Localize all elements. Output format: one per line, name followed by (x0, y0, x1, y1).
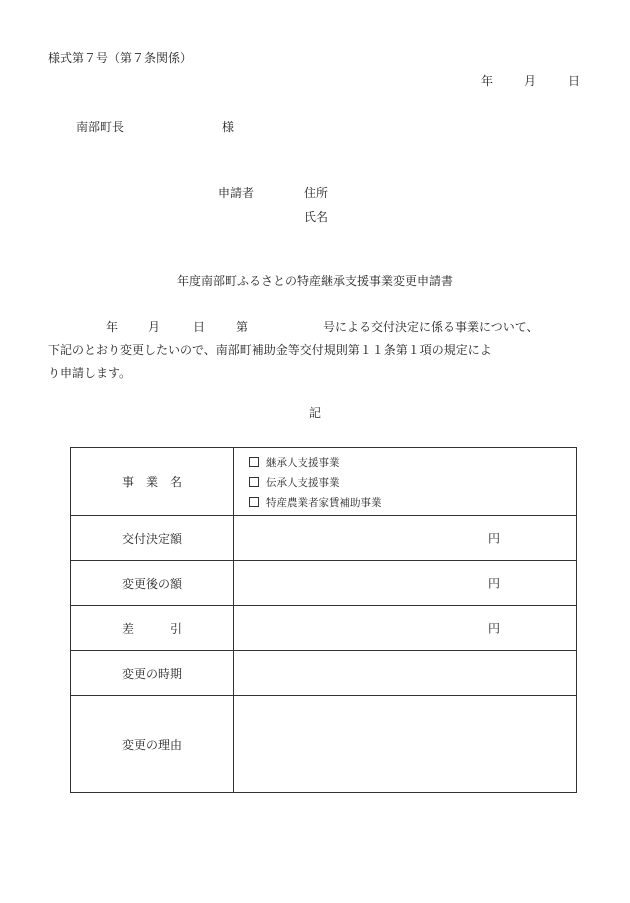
form-number: 様式第７号（第７条関係） (48, 51, 193, 65)
body-year: 年 (106, 320, 119, 334)
body-dai: 第 (236, 320, 249, 334)
change-time-row (71, 650, 576, 695)
change-time-label: 変更の時期 (71, 651, 234, 695)
date-month-label: 月 (524, 74, 537, 88)
body-line1-rest: 号による交付決定に係る事業について、 (323, 320, 539, 334)
option-label: 特産農業者家賃補助事業 (266, 496, 382, 509)
body-line2: 下記のとおり変更したいので、南部町補助金等交付規則第１１条第１項の規定によ (48, 343, 492, 357)
yen-unit: 円 (488, 531, 501, 546)
checkbox-icon[interactable] (249, 457, 259, 467)
addressee-honorific: 様 (222, 120, 235, 134)
after-change-label: 変更後の額 (71, 561, 234, 605)
business-options (234, 448, 576, 515)
yen-unit: 円 (488, 621, 501, 636)
checkbox-icon[interactable] (249, 477, 259, 487)
after-change-row (71, 560, 576, 605)
difference-row (71, 605, 576, 650)
applicant-name-label: 氏名 (304, 210, 329, 224)
business-name-row (71, 448, 576, 515)
business-name-label: 事 業 名 (71, 448, 234, 515)
checkbox-icon[interactable] (249, 497, 259, 507)
document-title: 年度南部町ふるさとの特産継承支援事業変更申請書 (176, 274, 453, 288)
grant-decision-label: 交付決定額 (71, 516, 234, 560)
application-table (70, 447, 577, 793)
applicant-label: 申請者 (218, 186, 255, 200)
body-line3: り申請します。 (48, 366, 132, 380)
yen-unit: 円 (488, 576, 501, 591)
grant-decision-field[interactable] (234, 516, 576, 560)
option-rent-subsidy[interactable] (249, 492, 576, 512)
option-label: 継承人支援事業 (266, 456, 340, 469)
option-successor-support[interactable] (249, 452, 576, 472)
applicant-address-label: 住所 (304, 186, 329, 200)
ki-heading: 記 (308, 406, 321, 420)
after-change-field[interactable] (234, 561, 576, 605)
difference-field[interactable] (234, 606, 576, 650)
grant-decision-row (71, 515, 576, 560)
addressee-name: 南部町長 (76, 120, 125, 134)
date-year-label: 年 (481, 74, 494, 88)
option-tradition-support[interactable] (249, 472, 576, 492)
date-day-label: 日 (568, 74, 581, 88)
body-day: 日 (193, 320, 206, 334)
change-time-field[interactable] (234, 651, 576, 695)
option-label: 伝承人支援事業 (266, 476, 340, 489)
body-month: 月 (148, 320, 161, 334)
change-reason-label: 変更の理由 (71, 696, 234, 792)
difference-label: 差 引 (71, 606, 234, 650)
change-reason-field[interactable] (234, 696, 576, 792)
change-reason-row (71, 695, 576, 792)
